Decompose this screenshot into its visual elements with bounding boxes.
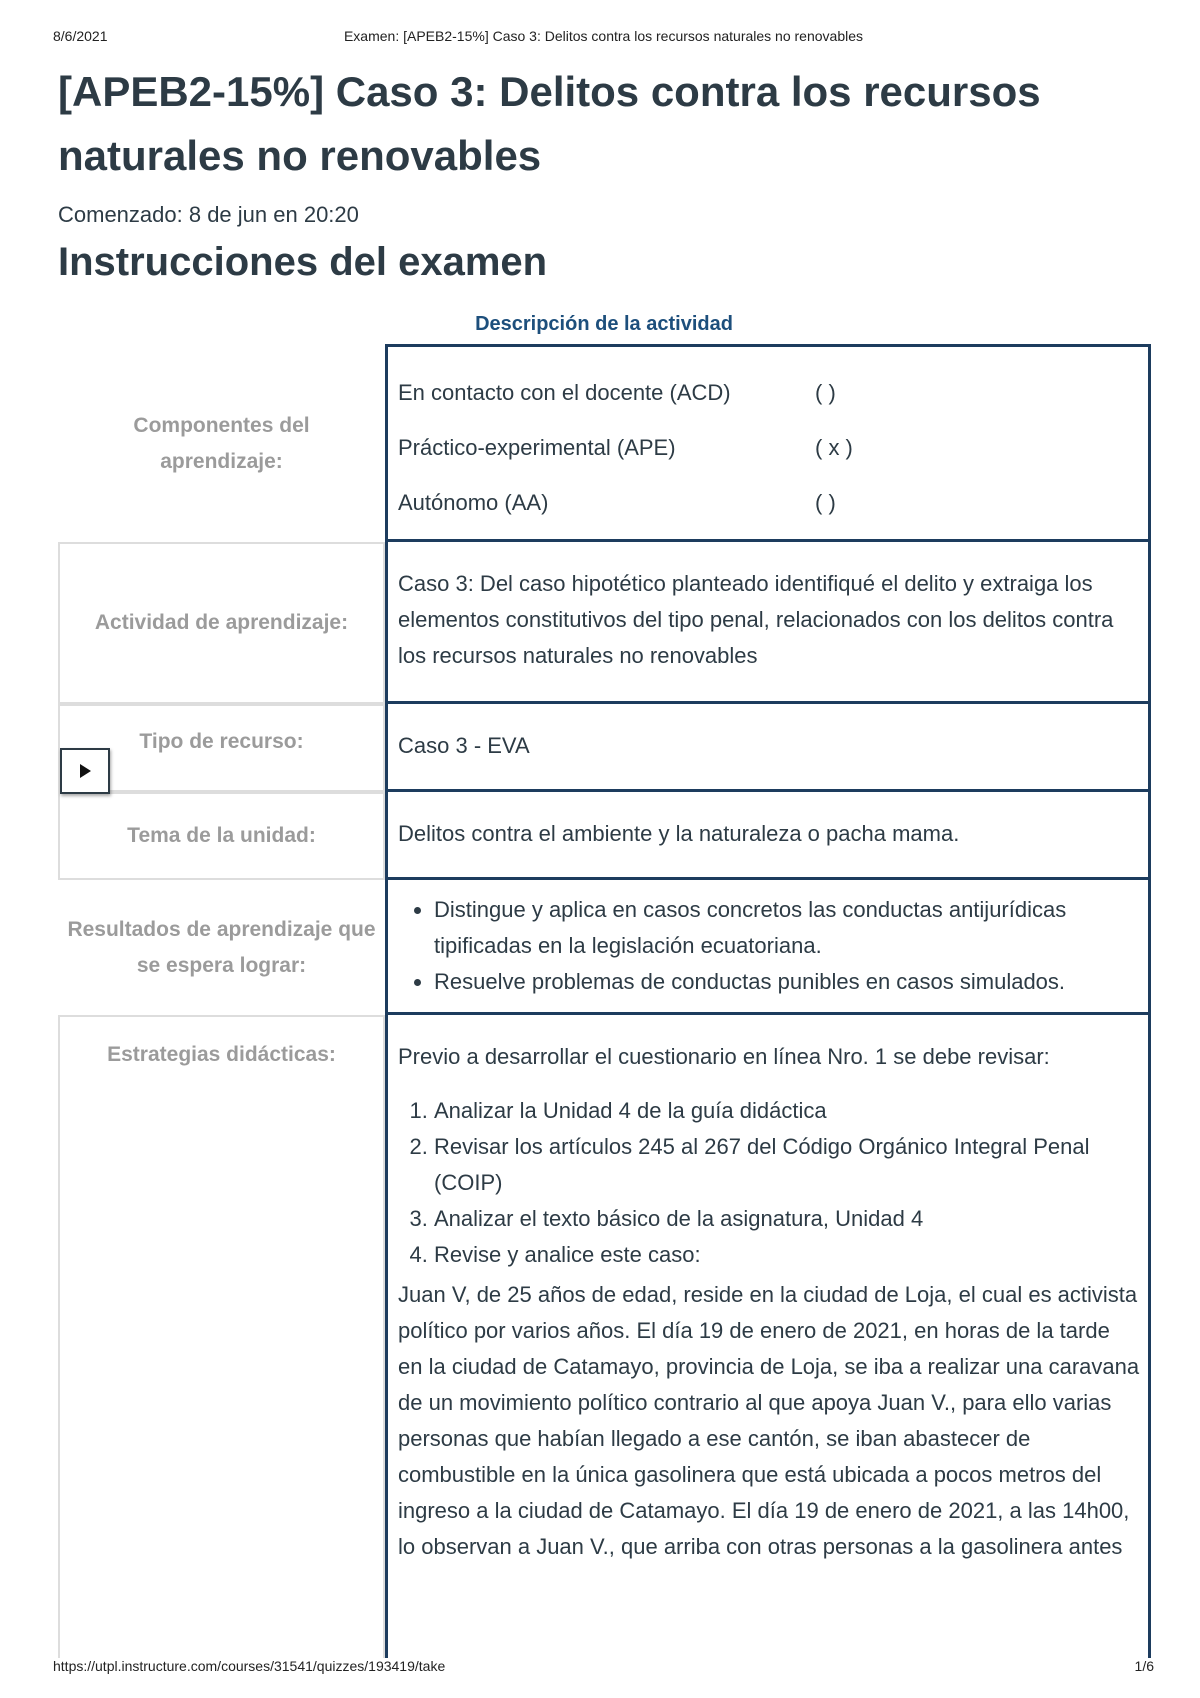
unit-topic-cell (385, 792, 1151, 880)
learning-activity-label: Actividad de aprendizaje: (94, 611, 349, 634)
expected-results-cell (385, 880, 1151, 1015)
resource-type-cell (385, 704, 1151, 792)
print-header (53, 28, 1154, 48)
strategies-label: Estrategias didácticas: (107, 1043, 336, 1066)
expected-results-label-cell (58, 880, 385, 1015)
strategies-intro: Previo a desarrollar el cuestionario en línea Nro. 1 se debe revisar: (398, 1044, 1050, 1069)
component-name: Autónomo (AA) (398, 490, 549, 515)
strategies-cell (385, 1015, 1151, 1658)
print-date: 8/6/2021 (53, 28, 108, 44)
learning-activity-text: Caso 3: Del caso hipotético planteado identifiqué el delito y extraiga los elementos constitutivos del tipo penal, relacionados con los delitos contra los recursos naturales no renovables (398, 571, 1114, 668)
list-item: 4. Revise y analice este caso: (434, 1237, 1140, 1273)
instructions-heading: Instrucciones del examen (58, 240, 548, 284)
play-icon (77, 763, 93, 779)
list-item: • Distingue y aplica en casos concretos las conductas antijurídicas tipificadas en la legislación ecuatoriana. (434, 892, 1140, 964)
table-caption: Descripción de la actividad (475, 313, 733, 335)
list-item: 3. Analizar el texto básico de la asignatura, Unidad 4 (434, 1201, 1140, 1237)
resource-type-label: Tipo de recurso: (139, 730, 304, 753)
expected-results-label: Resultados de aprendizaje que se espera lograr: (67, 918, 376, 977)
learning-activity-label-cell (58, 542, 385, 704)
strategies-label-cell (58, 1015, 385, 1658)
list-item: 1. Analizar la Unidad 4 de la guía didáctica (434, 1093, 1140, 1129)
case-text: Juan V, de 25 años de edad, reside en la ciudad de Loja, el cual es activista político por varios años. El día 19 de enero de 2021, en horas de la tarde en la ciudad de Catamayo, provincia de Loja, se iba a realizar una caravana de un movimiento político contrario al que apoya Juan V., para ello varias personas que habían llegado a ese cantón, se iban abastecer de combustible en la única gasolinera que está ubicada a pocos metros del ingreso a la ciudad de Catamayo. El día 19 de enero de 2021, a las 14h00, lo observan a Juan V., que arriba con otras personas a la gasolinera antes (398, 1282, 1140, 1559)
component-mark: ( x ) (815, 435, 853, 460)
print-url: https://utpl.instructure.com/courses/31541/quizzes/193419/take (53, 1658, 446, 1674)
print-page-number: 1/6 (1134, 1658, 1154, 1674)
activity-table (58, 344, 1151, 1658)
strategies-steps (398, 1093, 1140, 1273)
list-item: • Resuelve problemas de conductas punibles en casos simulados. (434, 964, 1140, 1000)
exam-title: [APEB2-15%] Caso 3: Delitos contra los recursos naturales no renovables (58, 68, 1041, 179)
unit-topic-label-cell (58, 792, 385, 880)
component-mark: ( ) (815, 490, 836, 515)
print-page-title: Examen: [APEB2-15%] Caso 3: Delitos contra los recursos naturales no renovables (343, 28, 864, 44)
components-label: Componentes del aprendizaje: (133, 414, 310, 473)
learning-activity-cell (385, 542, 1151, 704)
unit-topic-label: Tema de la unidad: (127, 824, 316, 847)
component-mark: ( ) (815, 380, 836, 405)
list-item: 2. Revisar los artículos 245 al 267 del Código Orgánico Integral Penal (COIP) (434, 1129, 1140, 1201)
print-footer (53, 1658, 1154, 1678)
component-name: En contacto con el docente (ACD) (398, 380, 731, 405)
component-name: Práctico-experimental (APE) (398, 435, 676, 460)
components-label-cell (58, 344, 385, 542)
components-cell (385, 344, 1151, 542)
play-button[interactable] (60, 748, 110, 794)
exam-start-time: Comenzado: 8 de jun en 20:20 (58, 202, 359, 227)
resource-type-text: Caso 3 - EVA (398, 733, 530, 758)
unit-topic-text: Delitos contra el ambiente y la naturaleza o pacha mama. (398, 821, 960, 846)
expected-results-list (398, 892, 1140, 1000)
